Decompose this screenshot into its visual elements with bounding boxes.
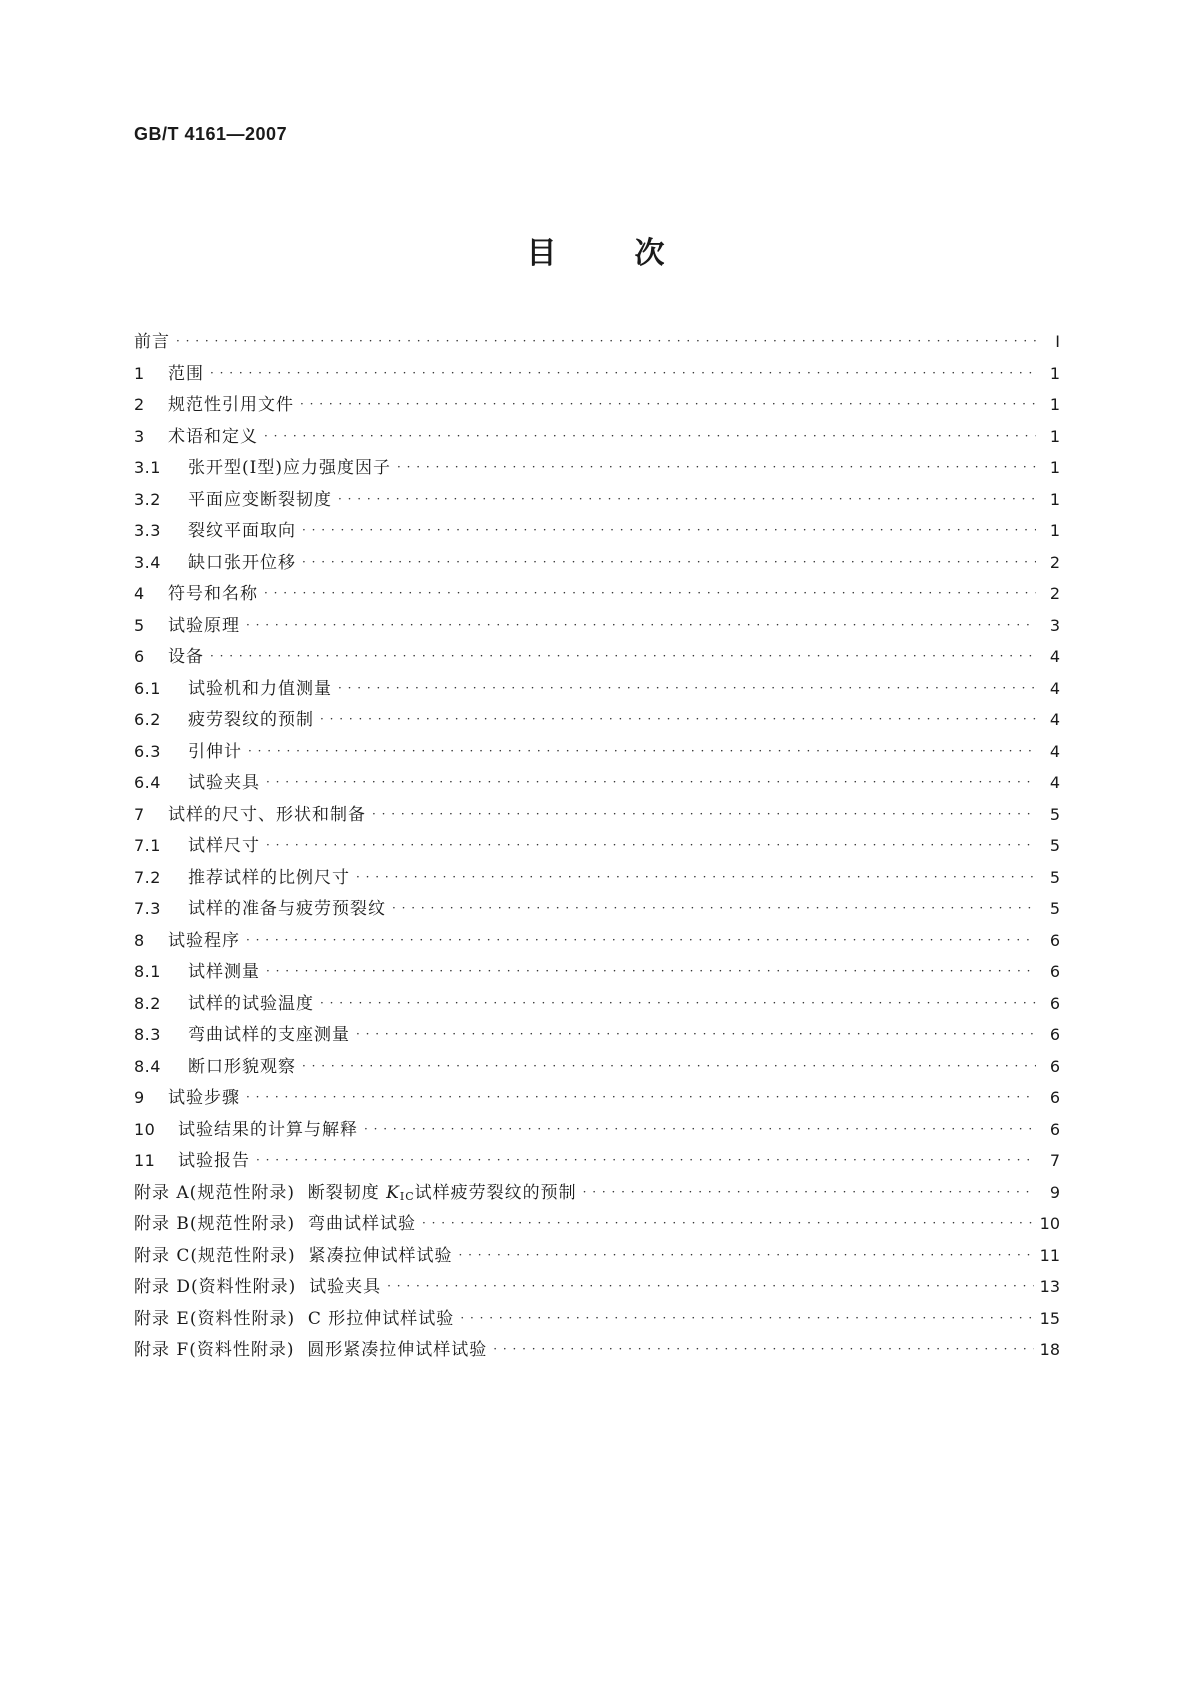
- toc-page-number: 5: [1049, 899, 1060, 918]
- toc-page-number: 4: [1049, 678, 1060, 698]
- toc-entry-label: 试验步骤: [168, 1088, 240, 1108]
- toc-leader-dots: [493, 1334, 1033, 1366]
- toc-page-number: 13: [1039, 1277, 1060, 1296]
- toc-annex-f[interactable]: [134, 1334, 1060, 1366]
- toc-entry-label: 试验夹具: [188, 773, 260, 793]
- toc-leader-dots: [264, 578, 1036, 610]
- toc-leader-dots: [266, 767, 1036, 799]
- toc-entry[interactable]: [134, 956, 1060, 988]
- toc-page-number: 6: [1049, 930, 1060, 950]
- toc-entry-label: 符号和名称: [168, 584, 258, 604]
- toc-entry-label: 裂纹平面取向: [188, 521, 296, 541]
- toc-entry-label: 试验报告: [178, 1151, 250, 1171]
- toc-entry[interactable]: [134, 578, 1060, 610]
- toc-entry[interactable]: [134, 610, 1060, 642]
- toc-annex-d[interactable]: [134, 1271, 1060, 1303]
- toc-leader-dots: [210, 358, 1036, 390]
- toc-entry-number: 11: [134, 1151, 156, 1170]
- toc-entry-label: 范围: [168, 363, 204, 384]
- toc-page-number: 6: [1049, 993, 1060, 1013]
- toc-leader-dots: [583, 1177, 1036, 1209]
- toc-leader-dots: [302, 547, 1036, 579]
- toc-leader-dots: [320, 704, 1036, 736]
- toc-leader-dots: [176, 326, 1036, 358]
- toc-entry[interactable]: [134, 389, 1060, 421]
- toc-page-number: 5: [1049, 836, 1060, 855]
- toc-page-number: Ⅰ: [1055, 332, 1060, 351]
- toc-annex-a[interactable]: [134, 1177, 1060, 1209]
- toc-leader-dots: [372, 799, 1036, 831]
- toc-entry[interactable]: [134, 547, 1060, 579]
- toc-entry-label: 弯曲试样的支座测量: [188, 1025, 350, 1045]
- toc-entry-label: 推荐试样的比例尺寸: [188, 867, 350, 888]
- toc-entry-number: 7.2: [134, 867, 161, 887]
- toc-entry-number: 3.1: [134, 458, 161, 477]
- toc-page-number: 6: [1049, 1088, 1060, 1107]
- toc-annex-c[interactable]: [134, 1240, 1060, 1272]
- toc-page-number: 4: [1049, 647, 1060, 666]
- toc-entry[interactable]: [134, 862, 1060, 894]
- toc-entry-number: 8: [134, 930, 145, 950]
- toc-annex-e[interactable]: [134, 1303, 1060, 1335]
- toc-entry[interactable]: [134, 830, 1060, 862]
- toc-entry[interactable]: [134, 1082, 1060, 1114]
- toc-page-number: 2: [1049, 584, 1060, 603]
- toc-entry[interactable]: [134, 893, 1060, 925]
- toc-entry-number: 5: [134, 615, 145, 635]
- toc-leader-dots: [422, 1208, 1034, 1240]
- toc-leader-dots: [397, 452, 1036, 484]
- toc-entry[interactable]: [134, 1051, 1060, 1083]
- toc-leader-dots: [302, 1051, 1036, 1083]
- toc-entry-label: 术语和定义: [168, 426, 258, 447]
- toc-entry-number: 8.1: [134, 962, 161, 981]
- toc-entry-label-tail: 试样疲劳裂纹的预制: [414, 1182, 577, 1203]
- toc-entry-label: 试样的试验温度: [188, 993, 314, 1014]
- toc-entry-number: 10: [134, 1119, 156, 1139]
- toc-leader-dots: [264, 421, 1036, 453]
- toc-leader-dots: [387, 1271, 1034, 1303]
- toc-leader-dots: [256, 1145, 1036, 1177]
- toc-entry[interactable]: [134, 704, 1060, 736]
- standard-number: GB/T 4161—2007: [134, 124, 288, 144]
- toc-leader-dots: [364, 1114, 1036, 1146]
- toc-entry-number: 7: [134, 804, 145, 824]
- toc-page-number: 6: [1049, 1119, 1060, 1139]
- toc-entry[interactable]: [134, 1019, 1060, 1051]
- toc-entry-number: 6.3: [134, 741, 161, 761]
- toc-page-number: 6: [1049, 1025, 1060, 1044]
- toc-entry-label: 试样尺寸: [188, 836, 260, 856]
- page-title: [0, 228, 1191, 272]
- toc-entry[interactable]: [134, 736, 1060, 768]
- toc-page-number: 5: [1049, 867, 1060, 887]
- toc-page-number: 10: [1039, 1214, 1060, 1233]
- toc-entry-number: 6.4: [134, 773, 161, 792]
- toc-entry-label: 规范性引用文件: [168, 395, 294, 415]
- toc-page-number: 4: [1049, 741, 1060, 761]
- toc-entry[interactable]: [134, 358, 1060, 390]
- toc-entry-foreword[interactable]: [134, 326, 1060, 358]
- toc-entry-number: 8.4: [134, 1056, 161, 1076]
- toc-entry-label: 试验机和力值测量: [188, 678, 332, 699]
- annex-prefix: 附录 C(规范性附录): [134, 1245, 296, 1266]
- toc-entry-number: 3.3: [134, 521, 161, 540]
- annex-prefix: 附录 D(资料性附录): [134, 1277, 297, 1297]
- toc-entry[interactable]: [134, 452, 1060, 484]
- toc-page-number: 1: [1049, 395, 1060, 414]
- toc-entry-label: 试验程序: [168, 930, 240, 951]
- toc-entry-label: 紧凑拉伸试样试验: [308, 1245, 453, 1266]
- toc-leader-dots: [248, 736, 1036, 768]
- toc-entry-number: 6.2: [134, 710, 161, 729]
- toc-leader-dots: [356, 862, 1036, 894]
- toc-page-number: 4: [1049, 773, 1060, 792]
- toc-entry-label: 试验原理: [168, 615, 240, 636]
- toc-page-number: 1: [1049, 426, 1060, 446]
- toc-entry-label: 缺口张开位移: [188, 552, 296, 573]
- toc-entry-number: 3: [134, 426, 145, 446]
- toc-entry-number: 3.2: [134, 489, 161, 509]
- toc-page-number: 11: [1039, 1245, 1060, 1265]
- toc-page-number: 3: [1049, 615, 1060, 635]
- toc-entry-label: 试样的尺寸、形状和制备: [168, 804, 366, 825]
- toc-page-number: 5: [1049, 804, 1060, 824]
- toc-entry[interactable]: [134, 1114, 1060, 1146]
- toc-page-number: 1: [1049, 489, 1060, 509]
- toc-page-number: 1: [1049, 458, 1060, 477]
- toc-leader-dots: [302, 515, 1036, 547]
- toc-leader-dots: [210, 641, 1036, 673]
- toc-entry-label: 圆形紧凑拉伸试样试验: [307, 1340, 488, 1360]
- toc-page-number: 7: [1049, 1151, 1060, 1170]
- toc-page-number: 15: [1039, 1308, 1060, 1328]
- toc-entry-number: 1: [134, 363, 145, 383]
- toc-leader-dots: [246, 925, 1036, 957]
- toc-entry[interactable]: [134, 421, 1060, 453]
- toc-leader-dots: [300, 389, 1036, 421]
- toc-entry-number: 8.3: [134, 1025, 161, 1044]
- toc-entry-label: 张开型(Ⅰ型)应力强度因子: [188, 458, 391, 478]
- toc-annex-b[interactable]: [134, 1208, 1060, 1240]
- toc-page-number: 6: [1049, 962, 1060, 981]
- toc-entry-label: 断口形貌观察: [188, 1056, 296, 1077]
- toc-leader-dots: [392, 893, 1036, 925]
- toc-entry-label: 前言: [134, 332, 170, 352]
- toc-page-number: 1: [1049, 521, 1060, 540]
- toc-entry-label: 试验夹具: [309, 1277, 382, 1297]
- toc-entry-label: 断裂韧度: [307, 1182, 380, 1203]
- annex-prefix: 附录 E(资料性附录): [134, 1308, 296, 1329]
- title-char-2: 次: [634, 236, 665, 271]
- toc-entry-label: 试验结果的计算与解释: [178, 1119, 358, 1140]
- annex-prefix: 附录 A(规范性附录): [134, 1182, 295, 1203]
- toc-entry-label: 试样的准备与疲劳预裂纹: [188, 899, 386, 919]
- toc-entry[interactable]: [134, 799, 1060, 831]
- toc-leader-dots: [246, 610, 1036, 642]
- toc-entry-label: C 形拉伸试样试验: [307, 1308, 455, 1329]
- toc-leader-dots: [266, 956, 1036, 988]
- title-char-1: 目: [526, 236, 557, 271]
- toc-leader-dots: [246, 1082, 1036, 1114]
- toc-leader-dots: [338, 673, 1036, 705]
- toc-entry-number: 3.4: [134, 552, 161, 572]
- formula-subscript: IC: [399, 1189, 415, 1203]
- toc-entry[interactable]: [134, 673, 1060, 705]
- toc-entry[interactable]: [134, 515, 1060, 547]
- table-of-contents: [134, 326, 1060, 1366]
- toc-entry[interactable]: [134, 988, 1060, 1020]
- toc-entry-number: 9: [134, 1088, 145, 1107]
- toc-page-number: 2: [1049, 552, 1060, 572]
- toc-entry-label: 平面应变断裂韧度: [188, 489, 332, 510]
- toc-entry[interactable]: [134, 767, 1060, 799]
- toc-entry-label: 引伸计: [188, 741, 242, 762]
- toc-entry[interactable]: [134, 925, 1060, 957]
- toc-entry-label: 设备: [168, 647, 204, 667]
- toc-page-number: 18: [1039, 1340, 1060, 1359]
- toc-leader-dots: [320, 988, 1036, 1020]
- toc-entry-label: 疲劳裂纹的预制: [188, 710, 314, 730]
- toc-page-number: 4: [1049, 710, 1060, 729]
- toc-page-number: 6: [1049, 1056, 1060, 1076]
- toc-leader-dots: [338, 484, 1036, 516]
- toc-entry[interactable]: [134, 1145, 1060, 1177]
- toc-page-number: 1: [1049, 363, 1060, 383]
- toc-entry[interactable]: [134, 641, 1060, 673]
- toc-entry-number: 6.1: [134, 678, 161, 698]
- annex-prefix: 附录 F(资料性附录): [134, 1340, 295, 1360]
- toc-entry-number: 6: [134, 647, 145, 666]
- toc-entry-number: 2: [134, 395, 145, 414]
- toc-entry-number: 7.1: [134, 836, 161, 855]
- toc-entry-label: 试样测量: [188, 962, 260, 982]
- toc-leader-dots: [266, 830, 1036, 862]
- annex-prefix: 附录 B(规范性附录): [134, 1214, 296, 1234]
- toc-entry-number: 7.3: [134, 899, 161, 918]
- toc-page-number: 9: [1049, 1182, 1060, 1202]
- toc-leader-dots: [460, 1303, 1033, 1335]
- toc-entry-number: 4: [134, 584, 145, 603]
- toc-entry-number: 8.2: [134, 993, 161, 1013]
- toc-entry-label: 弯曲试样试验: [307, 1214, 416, 1234]
- toc-leader-dots: [356, 1019, 1036, 1051]
- toc-entry[interactable]: [134, 484, 1060, 516]
- toc-leader-dots: [459, 1240, 1034, 1272]
- formula-symbol: K: [386, 1182, 400, 1203]
